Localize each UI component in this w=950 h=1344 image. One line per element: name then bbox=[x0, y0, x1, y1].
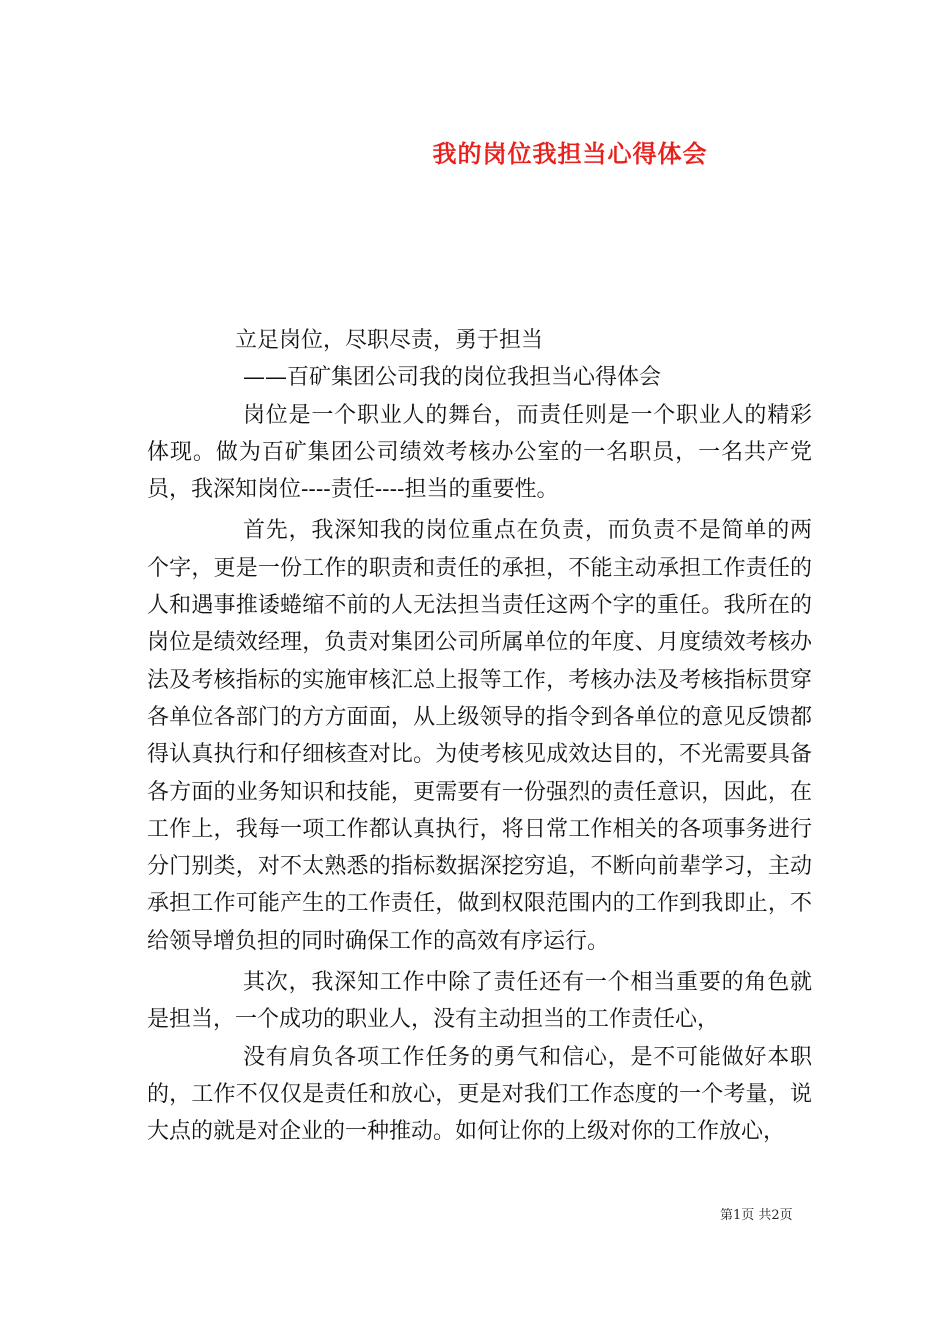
paragraph-3: 其次，我深知工作中除了责任还有一个相当重要的角色就是担当，一个成功的职业人，没有主动担当的工作责任心， bbox=[147, 970, 812, 1033]
document-title: 我的岗位我担当心得体会 bbox=[432, 139, 708, 168]
paragraph-1: 岗位是一个职业人的舞台，而责任则是一个职业人的精彩体现。做为百矿集团公司绩效考核办公室的一名职员，一名共产党员，我深知岗位----责任----担当的重要性。 bbox=[147, 402, 812, 503]
paragraph-2: 首先，我深知我的岗位重点在负责，而负责不是简单的两个字，更是一份工作的职责和责任的承担，不能主动承担工作责任的人和遇事推诿蜷缩不前的人无法担当责任这两个字的重任。我所在的岗位是绩效经理，负责对集团公司所属单位的年度、月度绩效考核办法及考核指标的实施审核汇总上报等工作，考核办法及考核指标贯穿各单位各部门的方方面面，从上级领导的指令到各单位的意见反馈都得认真执行和仔细核查对比。为使考核见成效达目的，不光需要具备各方面的业务知识和技能，更需要有一份强烈的责任意识，因此，在工作上，我每一项工作都认真执行，将日常工作相关的各项事务进行分门别类，对不太熟悉的指标数据深挖穷追，不断向前辈学习，主动承担工作可能产生的工作责任，做到权限范围内的工作到我即止，不给领导增负担的同时确保工作的高效有序运行。 bbox=[147, 518, 812, 954]
page-number-label: 第1页 共2页 bbox=[720, 1208, 793, 1223]
document-subline: ——百矿集团公司我的岗位我担当心得体会 bbox=[243, 365, 662, 391]
document-body bbox=[147, 322, 812, 1151]
paragraph-4: 没有肩负各项工作任务的勇气和信心，是不可能做好本职的，工作不仅仅是责任和放心，更是对我们工作态度的一个考量，说大点的就是对企业的一种推动。如何让你的上级对你的工作放心， bbox=[147, 1044, 812, 1145]
document-subtitle: 立足岗位，尽职尽责，勇于担当 bbox=[235, 328, 544, 353]
page-number-footer bbox=[0, 1204, 950, 1223]
